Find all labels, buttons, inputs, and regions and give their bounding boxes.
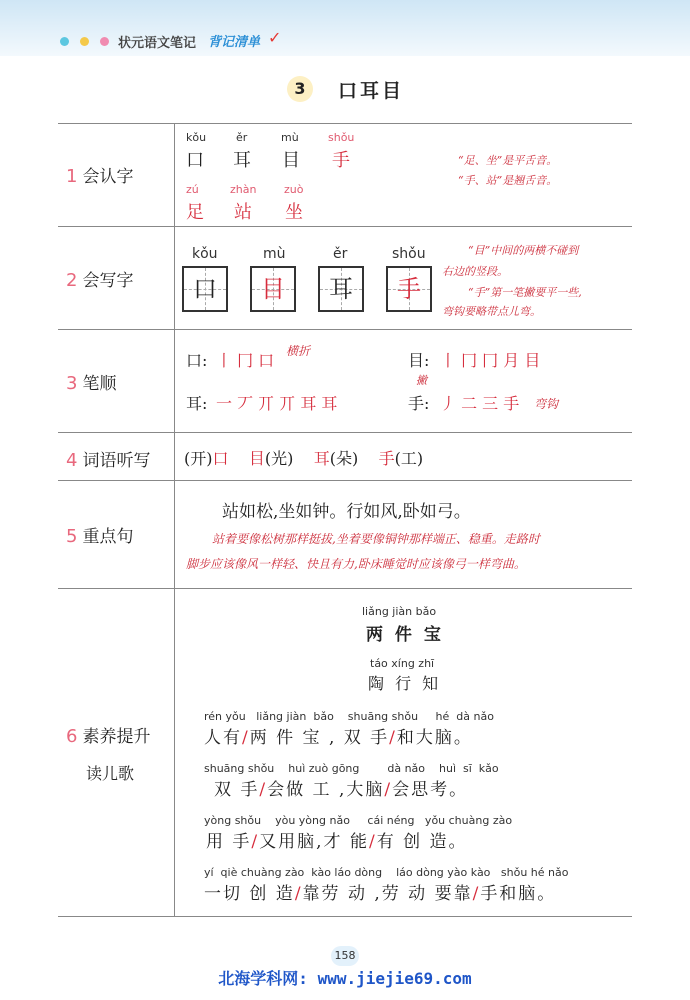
header-dot-2 (80, 37, 89, 46)
poem-line-pinyin: yòng shǒu yòu yòng nǎo cái néng yǒu chuàng zào (204, 814, 513, 827)
hanzi: 站 (234, 202, 252, 223)
hanzi: 手 (332, 150, 350, 171)
stroke-label: 目: (408, 351, 430, 370)
hanzi: 足 (186, 202, 204, 223)
poem-line-pinyin: yí qiè chuàng zào kào láo dòng láo dòng yào kào shǒu hé nǎo (204, 866, 569, 879)
poem-line-pinyin: rén yǒu liǎng jiàn bǎo shuāng shǒu hé dà nǎo (204, 710, 494, 723)
header-dot-3 (100, 37, 109, 46)
pinyin: mù (263, 246, 286, 262)
table-border (58, 226, 632, 227)
section-6-label: 6 素养提升 (66, 726, 151, 747)
poem-line: 人有/两 件 宝 , 双 手/和大脑。 (204, 728, 473, 748)
annotation: “目”中间的两横不碰到 (468, 244, 579, 257)
stroke-label: 口: (186, 351, 208, 370)
key-sentence: 站如松,坐如钟。行如风,卧如弓。 (222, 502, 471, 522)
annotation: 撇 (416, 374, 427, 387)
poem-title: 两 件 宝 (366, 625, 444, 645)
poem-author: 陶 行 知 (368, 674, 442, 693)
pinyin: ěr (236, 131, 248, 144)
hanzi: 目 (282, 150, 300, 171)
poem-line: 一切 创 造/靠劳 动 ,劳 动 要靠/手和脑。 (204, 884, 557, 904)
annotation: 右边的竖段。 (442, 265, 508, 278)
header-dot-1 (60, 37, 69, 46)
poem-line: 用 手/又用脑,才 能/有 创 造。 (206, 832, 468, 852)
writing-grid: 耳 (318, 266, 364, 312)
hanzi: 坐 (285, 202, 303, 223)
writing-grid: 目 (250, 266, 296, 312)
header-tag: 背记清单 (208, 35, 261, 50)
pinyin: kǒu (186, 131, 207, 144)
annotation: 弯钩要略带点儿弯。 (442, 305, 541, 318)
section-2-label: 2 会写字 (66, 270, 134, 291)
table-border (58, 588, 632, 589)
table-divider (174, 123, 175, 917)
poem-title-pinyin: liǎng jiàn bǎo (362, 605, 437, 618)
annotation: “手、站”是翘舌音。 (458, 174, 558, 187)
header-title: 状元语文笔记 (118, 36, 197, 51)
table-border (58, 480, 632, 481)
pinyin: shǒu (328, 131, 355, 144)
annotation: 弯钩 (534, 397, 559, 411)
header-band (0, 0, 690, 56)
table-border (58, 916, 632, 917)
lesson-title: 口耳目 (338, 80, 405, 102)
section-3-label: 3 笔顺 (66, 373, 117, 394)
hanzi: 口 (186, 150, 204, 171)
stroke-label: 耳: (186, 394, 208, 413)
annotation: 脚步应该像风一样轻、快且有力,卧床睡觉时应该像弓一样弯曲。 (186, 557, 526, 571)
stroke-sequence: 丨 ⼌ 冂 月 目 (440, 351, 541, 370)
section-6-sublabel: 读儿歌 (86, 764, 135, 783)
dictation-line: (开)口 目(光) 耳(朵) 手(工) (184, 449, 424, 468)
writing-grid: 口 (182, 266, 228, 312)
footer-watermark: 北海学科网: www.jiejie69.com (218, 969, 472, 988)
stroke-label: 手: (408, 394, 430, 413)
hanzi: 耳 (233, 150, 251, 171)
annotation: 横折 (286, 344, 311, 358)
writing-grid: 手 (386, 266, 432, 312)
annotation: “手”第一笔撇要平一些, (468, 286, 582, 299)
pinyin: zuò (284, 183, 304, 196)
stroke-sequence: 丿 二 三 手 (440, 394, 520, 413)
poem-author-pinyin: táo xíng zhī (370, 657, 435, 670)
pinyin: ěr (333, 246, 348, 262)
section-5-label: 5 重点句 (66, 526, 134, 547)
pinyin: mù (281, 131, 299, 144)
check-icon: ✓ (268, 28, 282, 47)
table-border (58, 329, 632, 330)
poem-line-pinyin: shuāng shǒu huì zuò gōng dà nǎo huì sī kǎo (204, 762, 499, 775)
pinyin: zhàn (230, 183, 257, 196)
table-border (58, 432, 632, 433)
annotation: 站着要像松树那样挺拔,坐着要像铜钟那样端正、稳重。走路时 (212, 532, 540, 546)
section-1-label: 1 会认字 (66, 166, 134, 187)
pinyin: shǒu (392, 246, 426, 262)
stroke-sequence: 丨 ⼌ 口 (216, 351, 275, 370)
poem-line: 双 手/会做 工 ,大脑/会思考。 (214, 780, 469, 800)
lesson-number: 3 (287, 76, 313, 102)
page-number: 158 (331, 946, 359, 966)
section-4-label: 4 词语听写 (66, 450, 151, 471)
annotation: “足、坐”是平舌音。 (458, 154, 558, 167)
pinyin: zú (186, 183, 199, 196)
pinyin: kǒu (192, 246, 218, 262)
table-border (58, 123, 632, 124)
stroke-sequence: 一 丆 丌 丌 耳 耳 (216, 394, 338, 413)
